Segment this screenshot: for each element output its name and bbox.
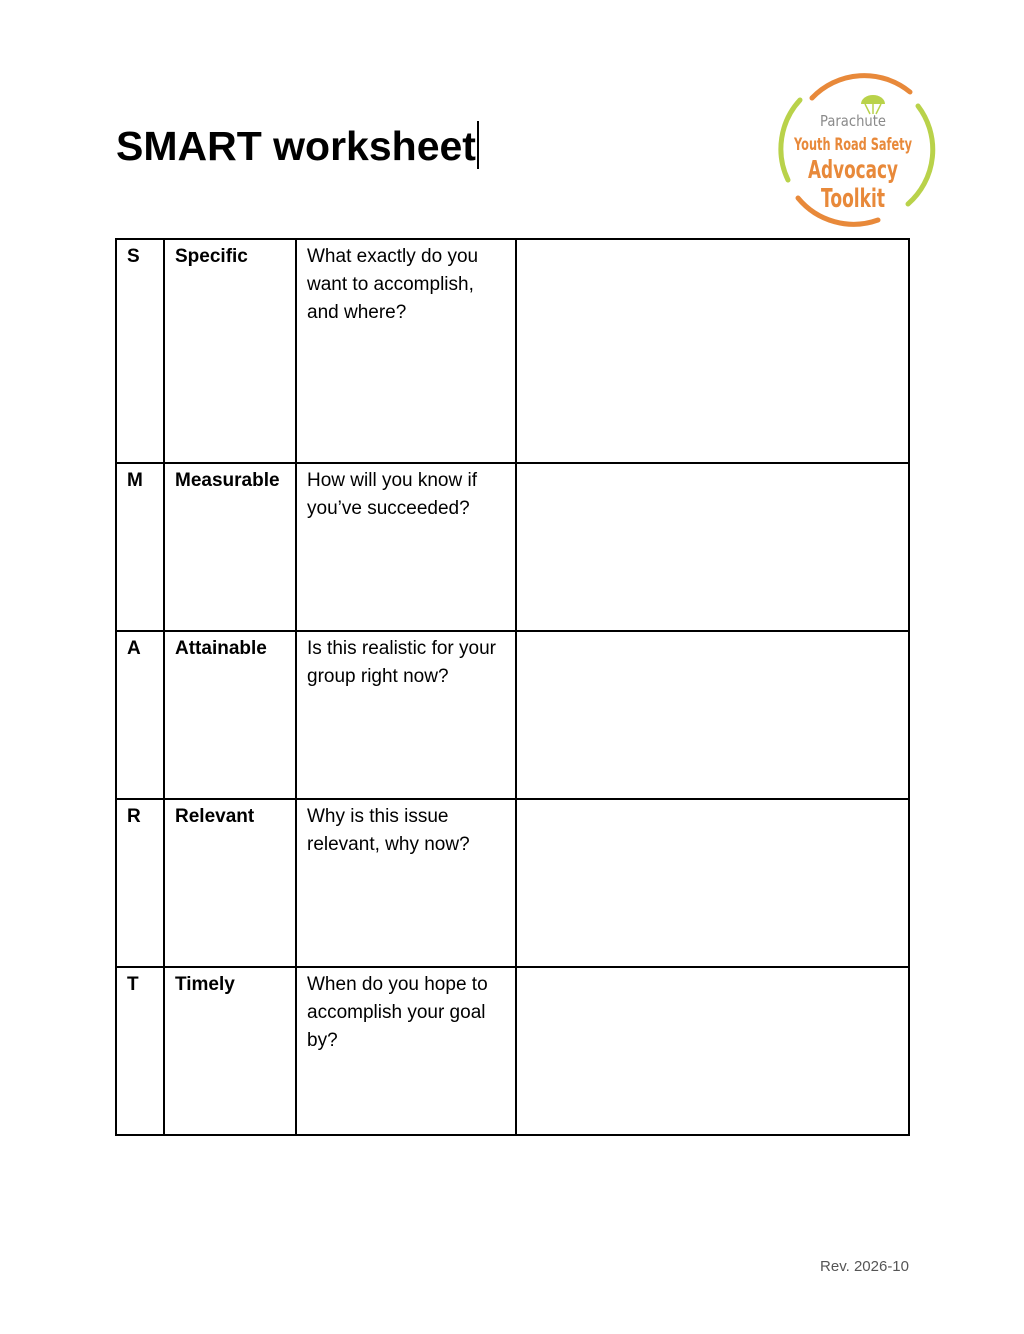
table-row-measurable bbox=[116, 463, 909, 631]
page-title bbox=[116, 120, 479, 172]
row-question: When do you hope to accomplish your goal by? bbox=[296, 967, 516, 1135]
answer-cell-attainable[interactable] bbox=[516, 631, 909, 799]
revision-label: Rev. 2026-10 bbox=[820, 1258, 909, 1275]
page-title-text: SMART worksheet bbox=[116, 123, 476, 169]
logo-line-parachute: Parachute bbox=[820, 112, 886, 130]
row-question: What exactly do you want to accomplish, and where? bbox=[296, 239, 516, 463]
table-row-relevant bbox=[116, 799, 909, 967]
text-cursor bbox=[477, 121, 479, 169]
logo-line-toolkit: Toolkit bbox=[821, 184, 885, 214]
table-row-specific bbox=[116, 239, 909, 463]
answer-cell-measurable[interactable] bbox=[516, 463, 909, 631]
table-row-attainable bbox=[116, 631, 909, 799]
row-word: Timely bbox=[164, 967, 296, 1135]
row-letter: T bbox=[116, 967, 164, 1135]
parachute-toolkit-logo bbox=[774, 70, 932, 228]
row-word: Attainable bbox=[164, 631, 296, 799]
answer-cell-relevant[interactable] bbox=[516, 799, 909, 967]
logo-line-advocacy: Advocacy bbox=[808, 155, 898, 184]
row-question: How will you know if you’ve succeeded? bbox=[296, 463, 516, 631]
row-word: Measurable bbox=[164, 463, 296, 631]
row-word: Specific bbox=[164, 239, 296, 463]
row-question: Is this realistic for your group right now? bbox=[296, 631, 516, 799]
smart-table bbox=[115, 238, 910, 1136]
answer-cell-specific[interactable] bbox=[516, 239, 909, 463]
logo-line-youth-road-safety: Youth Road Safety bbox=[793, 135, 912, 155]
logo-orange-arc-top bbox=[812, 76, 910, 98]
table-row-timely bbox=[116, 967, 909, 1135]
row-letter: M bbox=[116, 463, 164, 631]
row-letter: R bbox=[116, 799, 164, 967]
row-letter: A bbox=[116, 631, 164, 799]
row-word: Relevant bbox=[164, 799, 296, 967]
logo-green-arc-right bbox=[908, 106, 933, 204]
row-letter: S bbox=[116, 239, 164, 463]
row-question: Why is this issue relevant, why now? bbox=[296, 799, 516, 967]
answer-cell-timely[interactable] bbox=[516, 967, 909, 1135]
